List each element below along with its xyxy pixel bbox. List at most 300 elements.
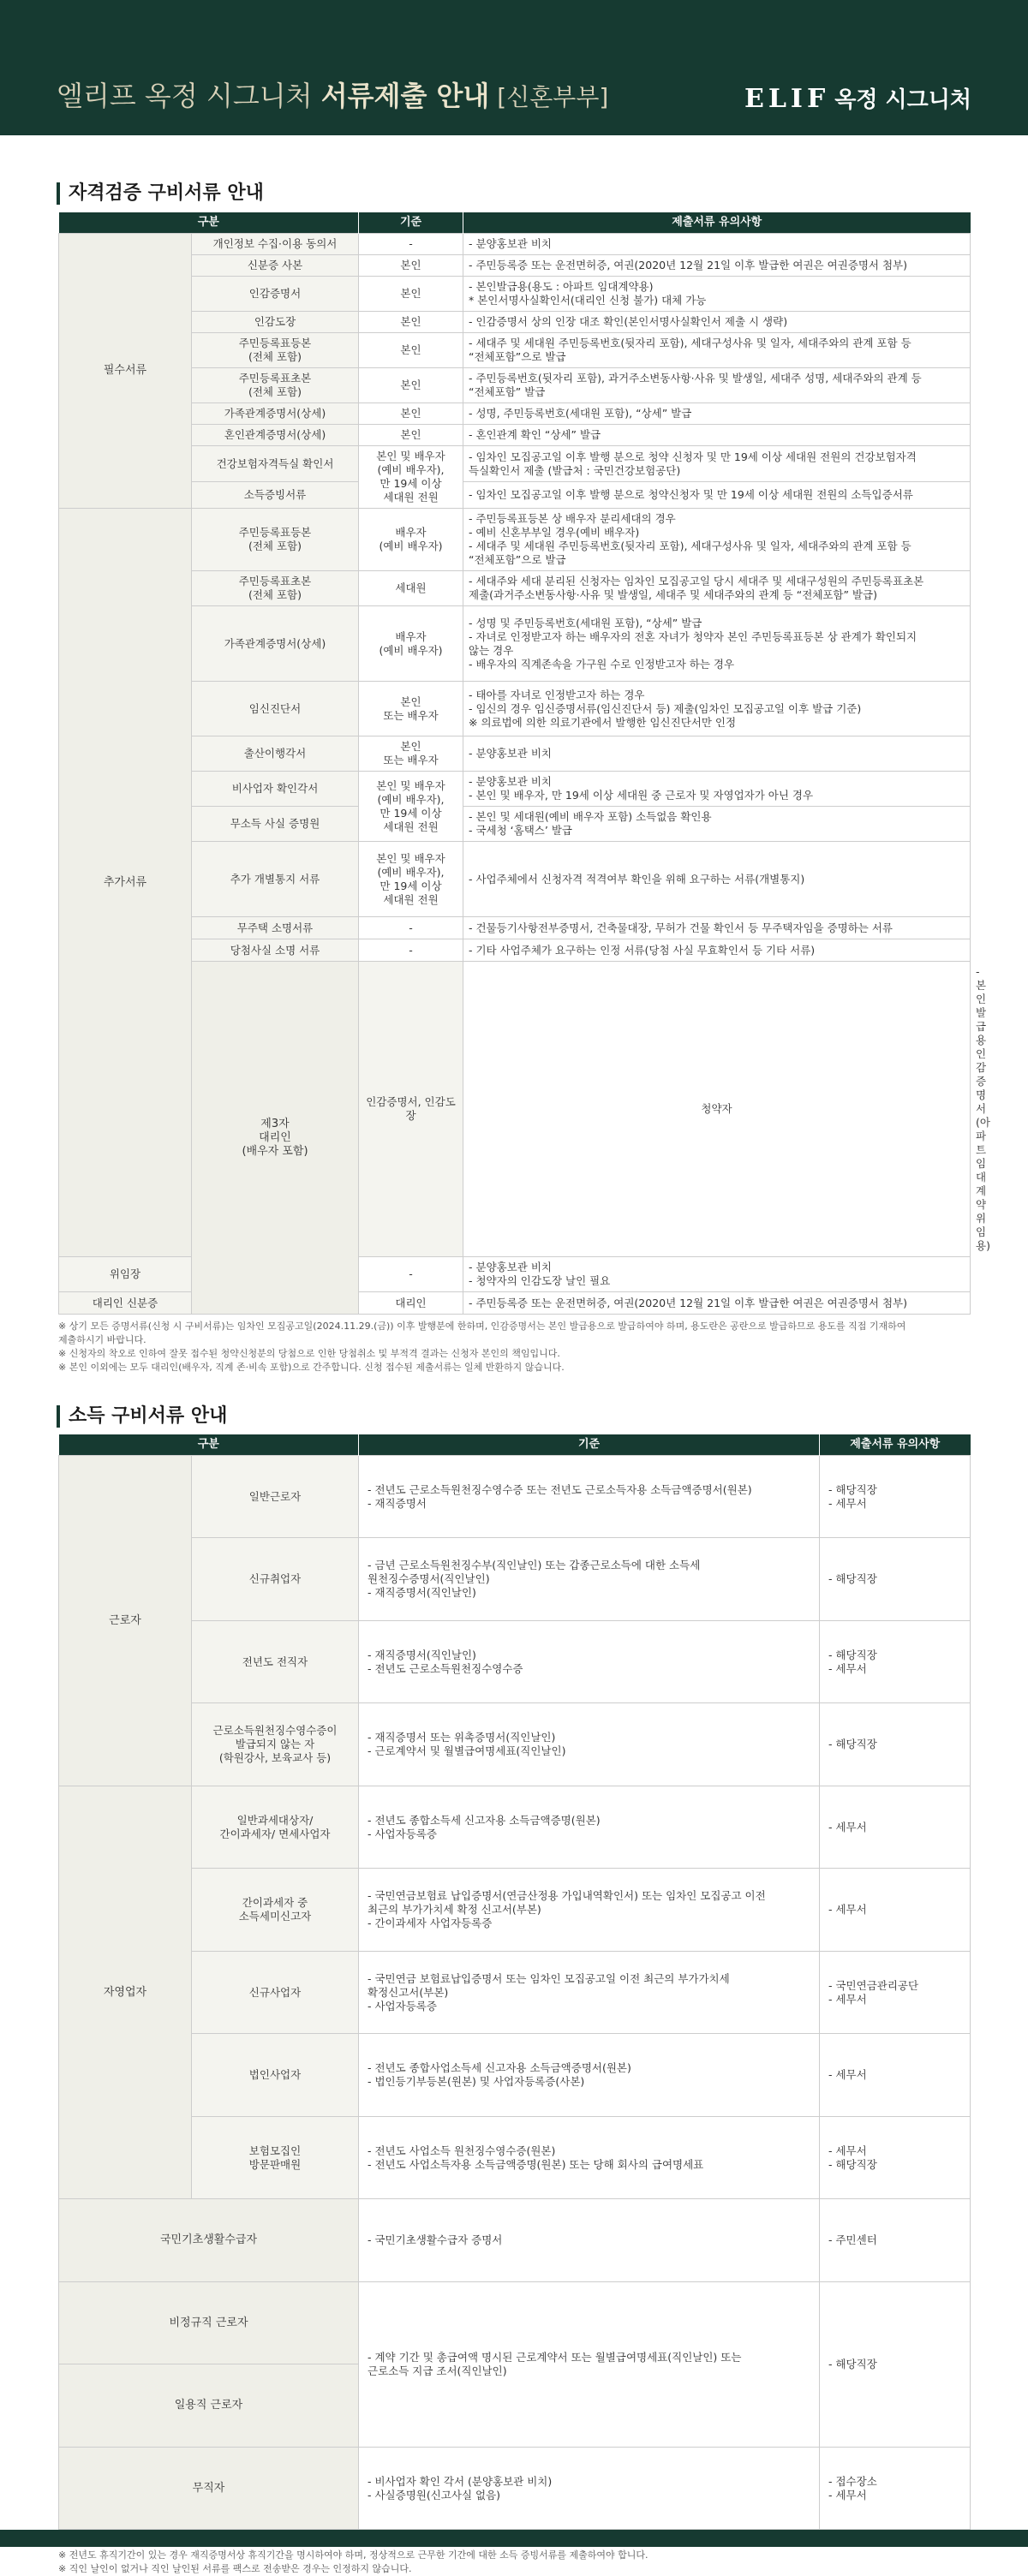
item-line: 인감도장 xyxy=(254,315,296,328)
basis-cell xyxy=(359,277,463,312)
basis-cell xyxy=(359,312,463,333)
basis-line: - 전년도 근로소득원천징수영수증 또는 전년도 근로소득자용 소득금액증명서(원본) xyxy=(368,1482,752,1496)
notes-line: - 임차인 모집공고일 이후 발행 분으로 청약신청자 및 만 19세 이상 세대원 전원의 소득입증서류 xyxy=(469,488,913,502)
basis-line: (예비 배우자), xyxy=(377,865,445,879)
item-cell xyxy=(192,1538,359,1621)
notes-line: “전체포함”으로 발급 xyxy=(469,553,566,566)
notes-line: - 주민등록표등본 상 배우자 분리세대의 경우 xyxy=(469,512,676,525)
notes-cell xyxy=(463,772,971,807)
notes-cell xyxy=(820,2448,971,2530)
item-line: 간이과세자/ 면세사업자 xyxy=(219,1827,331,1840)
basis-line: - 비사업자 확인 각서 (분양홍보관 비치) xyxy=(368,2474,553,2488)
basis-line: - 사업자등록증 xyxy=(368,1827,437,1840)
basis-line: - 전년도 근로소득원천징수영수증 xyxy=(368,1661,523,1675)
basis-line: - 재직증명서(직인날인) xyxy=(368,1586,476,1599)
table-row xyxy=(59,939,971,962)
notes-line: - 성명, 주민등록번호(세대원 포함), “상세” 발급 xyxy=(469,407,692,420)
notes-cell xyxy=(820,1952,971,2034)
notes-line: - 해당직장 xyxy=(828,1572,877,1585)
basis-line: - 전년도 사업소득 원천징수영수증(원본) xyxy=(368,2144,556,2157)
table-row xyxy=(59,1869,971,1952)
basis-cell xyxy=(359,368,463,403)
notes-cell xyxy=(463,606,971,682)
notes-line: - 해당직장 xyxy=(828,1738,877,1750)
table-row xyxy=(59,1703,971,1786)
item-cell xyxy=(192,842,359,917)
notes-cell xyxy=(463,842,971,917)
notes-cell xyxy=(820,2199,971,2282)
notes-cell xyxy=(463,277,971,312)
table-row xyxy=(59,425,971,446)
item-line: 주민등록표등본 xyxy=(238,526,312,539)
item-cell xyxy=(192,2117,359,2199)
basis-line: 세대원 xyxy=(395,581,427,594)
item-line: 전년도 전직자 xyxy=(242,1655,308,1668)
notes-line: - 주민등록번호(뒷자리 포함), 과거주소변동사항·사유 및 발생일, 세대주 성명, 세대주와의 관계 등 xyxy=(469,372,922,385)
table-row xyxy=(59,2034,971,2117)
basis-line: - 국민연금 보험료납입증명서 또는 임차인 모집공고일 이전 최근의 부가가치세 xyxy=(368,1971,730,1985)
notes-cell xyxy=(463,403,971,425)
notes-line: - 본인 및 배우자, 만 19세 이상 세대원 중 근로자 및 자영업자가 아닌 경우 xyxy=(469,789,814,802)
category-line: 제3자 xyxy=(260,1117,290,1130)
item-line: 임신진단서 xyxy=(248,701,302,715)
section-title-qualification: 자격검증 구비서류 안내 xyxy=(57,182,264,205)
basis-line: - 국민기초생활수급자 증명서 xyxy=(368,2233,503,2246)
category-cell: 추가서류 xyxy=(59,509,192,1257)
notes-line: 않는 경우 xyxy=(469,643,514,657)
notes-line: - 예비 신혼부부일 경우(예비 배우자) xyxy=(469,526,640,539)
notes-line: 득실확인서 제출 (발급처 : 국민건강보험공단) xyxy=(469,463,681,477)
basis-line: - 근로계약서 및 월별급여명세표(직인날인) xyxy=(368,1744,566,1757)
item-cell xyxy=(59,2199,359,2282)
basis-line: - 사실증명원(신고사실 없음) xyxy=(368,2488,501,2501)
notes-cell xyxy=(463,446,971,482)
basis-cell xyxy=(359,333,463,368)
notes-cell xyxy=(463,917,971,939)
logo-elif: ELIF xyxy=(744,84,830,114)
basis-cell xyxy=(359,2117,820,2199)
notes-line: - 국민연금관리공단 xyxy=(828,1978,919,1992)
item-cell xyxy=(192,403,359,425)
notes-line: - 세무서 xyxy=(828,2488,867,2501)
table-row xyxy=(59,807,971,842)
item-cell xyxy=(192,333,359,368)
item-cell xyxy=(192,446,359,482)
basis-line: 근로소득 지급 조서(직인날인) xyxy=(368,2364,507,2377)
item-line: 개인정보 수집·이용 동의서 xyxy=(212,237,338,250)
basis-cell xyxy=(359,1786,820,1869)
item-line: 소득세미신고자 xyxy=(238,1910,312,1923)
item-line: 가족관계증명서(상세) xyxy=(224,407,326,420)
item-line: 신규사업자 xyxy=(248,1985,302,1999)
basis-line: - 간이과세자 사업자등록증 xyxy=(368,1917,493,1929)
category-line: (배우자 포함) xyxy=(242,1144,308,1158)
footnote: ※ 신청자의 착오로 인하여 잘못 접수된 청약신청분의 당첨으로 인한 당첨취소 및 부적격 결과는 신청자 본인의 책임입니다. xyxy=(58,1348,560,1359)
page-header xyxy=(0,0,1028,135)
notes-line: - 주민등록증 또는 운전면허증, 여권(2020년 12월 21일 이후 발급한 여권은 여권증명서 첨부) xyxy=(469,259,907,271)
notes-line: - 해당직장 xyxy=(828,2358,877,2370)
notes-cell xyxy=(463,482,971,509)
notes-cell xyxy=(463,509,971,571)
item-cell xyxy=(192,772,359,807)
category-cell: 근로자 xyxy=(59,1456,192,1786)
item-line: 인감증명서 xyxy=(248,287,302,300)
item-line: 일반과세대상자/ xyxy=(236,1813,314,1827)
basis-line: - 전년도 종합사업소득세 신고자용 소득금액증명서(원본) xyxy=(368,2061,631,2074)
basis-line: 만 19세 이상 xyxy=(380,879,442,892)
basis-line: - xyxy=(409,921,413,934)
notes-line: - 임신의 경우 임신증명서류(임신진단서 등) 제출(임차인 모집공고일 이후 발급 기준) xyxy=(469,701,862,715)
table-row xyxy=(59,2117,971,2199)
basis-cell xyxy=(359,234,463,255)
notes-cell xyxy=(820,1538,971,1621)
item-cell xyxy=(59,2282,359,2364)
basis-line: 본인 xyxy=(400,343,421,356)
basis-line: - 재직증명서 xyxy=(368,1496,427,1510)
table-row xyxy=(59,255,971,277)
notes-line: - 세무서 xyxy=(828,2144,867,2157)
basis-line: - 국민연금보험료 납입증명서(연금산정용 가입내역확인서) 또는 임차인 모집공고 이전 xyxy=(368,1889,766,1902)
basis-line: - 사업자등록증 xyxy=(368,1999,437,2012)
item-line: 비사업자 확인각서 xyxy=(231,782,319,795)
notes-line: - 건물등기사항전부증명서, 건축물대장, 무허가 건물 확인서 등 무주택자임을 증명하는 서류 xyxy=(469,921,893,934)
title-main: 엘리프 옥정 시그니처 xyxy=(57,80,321,112)
table-row xyxy=(59,1786,971,1869)
notes-cell xyxy=(820,1621,971,1703)
item-cell xyxy=(192,1456,359,1538)
table-row xyxy=(59,403,971,425)
basis-cell xyxy=(359,446,463,509)
basis-cell xyxy=(359,1703,820,1786)
item-line: (전체 포함) xyxy=(248,385,302,398)
basis-line: - 계약 기간 및 총급여액 명시된 근로계약서 또는 월별급여명세표(직인날인) 또는 xyxy=(368,2351,742,2364)
item-line: 근로소득원천징수영수증이 xyxy=(212,1724,338,1737)
item-cell xyxy=(192,255,359,277)
basis-cell xyxy=(359,917,463,939)
basis-line: (예비 배우자), xyxy=(377,792,445,806)
item-line: 방문판매원 xyxy=(248,2157,302,2171)
table-row xyxy=(59,571,971,606)
footnote: ※ 본인 이외에는 모두 대리인(배우자, 직계 존·비속 포함)으로 간주합니다. 신청 접수된 제출서류는 일체 반환하지 않습니다. xyxy=(58,1362,565,1373)
item-line: 가족관계증명서(상세) xyxy=(224,636,326,650)
basis-line: 본인 xyxy=(400,259,421,271)
notes-line: - 기타 사업주체가 요구하는 인정 서류(당첨 사실 무효확인서 등 기타 서류) xyxy=(469,943,816,957)
notes-line: - 세대주 및 세대원 주민등록번호(뒷자리 포함), 세대구성사유 및 일자, 세대주와의 관계 포함 등 xyxy=(469,540,911,552)
item-line: 일용직 근로자 xyxy=(174,2399,243,2412)
table-row xyxy=(59,446,971,482)
item-line: 보험모집인 xyxy=(248,2144,302,2157)
basis-line: 본인 xyxy=(400,379,421,391)
qualification-documents-table xyxy=(58,212,990,1315)
footnote: ※ 전년도 휴직기간이 있는 경우 재직증명서상 휴직기간을 명시하여야 하며, 정상적으로 근무한 기간에 대한 소득 증빙서류를 제출하여야 합니다. xyxy=(58,2549,648,2561)
category-line: 대리인 xyxy=(259,1130,291,1144)
basis-line: - 금년 근로소득원천징수부(직인날인) 또는 갑종근로소득에 대한 소득세 xyxy=(368,1559,701,1571)
notes-line: - 세무서 xyxy=(828,1661,867,1675)
item-line: 일반근로자 xyxy=(248,1489,302,1503)
title-bold: 서류제출 안내 xyxy=(320,80,490,112)
basis-line: 배우자 xyxy=(395,526,427,539)
basis-line: 세대원 전원 xyxy=(383,491,439,504)
notes-line: - 세무서 xyxy=(828,1992,867,2006)
item-cell xyxy=(59,1257,192,1292)
item-cell xyxy=(192,917,359,939)
item-line: (전체 포함) xyxy=(248,588,302,601)
table-row xyxy=(59,917,971,939)
item-cell xyxy=(59,1292,192,1315)
item-line: 건강보험자격득실 확인서 xyxy=(216,456,334,470)
notes-cell xyxy=(820,1869,971,1952)
basis-line: 본인 xyxy=(400,428,421,441)
basis-cell xyxy=(359,842,463,917)
notes-line: “전체포함” 발급 xyxy=(469,385,546,398)
notes-cell xyxy=(463,807,971,842)
notes-line: - 분양홍보관 비치 xyxy=(469,775,552,788)
notes-line: - 접수장소 xyxy=(828,2474,877,2488)
notes-line: - 국세청 ‘홈택스’ 발급 xyxy=(469,824,572,837)
notes-cell xyxy=(463,1292,971,1315)
header-notes: 제출서류 유의사항 xyxy=(463,212,971,234)
basis-cell xyxy=(359,425,463,446)
table-header-row xyxy=(59,212,971,234)
table-row xyxy=(59,312,971,333)
item-line: 위임장 xyxy=(109,1267,141,1280)
basis-line: - 재직증명서 또는 위촉증명서(직인날인) xyxy=(368,1731,556,1744)
header-basis: 기준 xyxy=(359,1434,820,1456)
table-row xyxy=(59,842,971,917)
item-line: 법인사업자 xyxy=(248,2068,302,2081)
notes-line: - 분양홍보관 비치 xyxy=(469,237,552,250)
notes-line: - 세대주와 세대 분리된 신청자는 임차인 모집공고일 당시 세대주 및 세대구성원의 주민등록표초본 xyxy=(469,575,924,587)
basis-cell xyxy=(359,2282,820,2448)
basis-cell xyxy=(359,571,463,606)
basis-line: 만 19세 이상 xyxy=(380,806,442,820)
basis-cell xyxy=(463,962,971,1257)
table-row xyxy=(59,606,971,682)
notes-cell xyxy=(463,571,971,606)
qualification-notes xyxy=(58,1320,970,1374)
notes-line: - 주민센터 xyxy=(828,2233,877,2246)
basis-cell xyxy=(359,2448,820,2530)
notes-cell xyxy=(820,1456,971,1538)
item-cell xyxy=(192,425,359,446)
basis-line: (예비 배우자) xyxy=(379,643,443,657)
notes-cell xyxy=(463,333,971,368)
category-cell xyxy=(192,962,359,1315)
basis-line: - xyxy=(409,1267,413,1280)
table-row xyxy=(59,2282,971,2364)
logo-name: 옥정 시그니처 xyxy=(834,87,971,113)
notes-line: - 세무서 xyxy=(828,1496,867,1510)
notes-cell xyxy=(820,1786,971,1869)
basis-line: (예비 배우자) xyxy=(379,540,443,552)
basis-cell xyxy=(359,1869,820,1952)
notes-cell xyxy=(820,2117,971,2199)
basis-cell xyxy=(359,403,463,425)
item-line: 출산이행각서 xyxy=(243,747,307,760)
basis-line: 원천징수증명서(직인날인) xyxy=(368,1572,490,1585)
table-header-row xyxy=(59,1434,971,1456)
table-row xyxy=(59,333,971,368)
basis-cell xyxy=(359,1292,463,1315)
basis-line: 본인 및 배우자 xyxy=(376,778,445,792)
table-row xyxy=(59,1538,971,1621)
notes-cell xyxy=(820,2282,971,2448)
header-basis: 기준 xyxy=(359,212,463,234)
item-line: (전체 포함) xyxy=(248,540,302,552)
item-line: 국민기초생활수급자 xyxy=(159,2233,258,2246)
table-row: 제3자 대리인 (배우자 포함) 인감증명서, 인감도장 청약자 - 본인발급용 인감증명서(아파트 임대 계약 위임용) xyxy=(59,962,971,1257)
notes-cell xyxy=(463,312,971,333)
basis-line: - xyxy=(409,237,413,250)
basis-line: 세대원 전원 xyxy=(383,892,439,906)
item-line: 무주택 소명서류 xyxy=(236,921,314,934)
item-cell xyxy=(192,1869,359,1952)
basis-cell xyxy=(359,1538,820,1621)
notes-line: - 성명 및 주민등록번호(세대원 포함), “상세” 발급 xyxy=(469,616,702,629)
notes-line: - 분양홍보관 비치 xyxy=(469,747,552,760)
notes-line: - 본인 및 세대원(예비 배우자 포함) 소득없음 확인용 xyxy=(469,810,712,823)
table-row xyxy=(59,482,971,509)
notes-cell xyxy=(463,255,971,277)
table-row xyxy=(59,368,971,403)
income-documents-table xyxy=(58,1434,971,2530)
notes-line: - 본인발급용(용도 : 아파트 임대계약용) xyxy=(469,280,654,293)
item-line: 신규취업자 xyxy=(248,1572,302,1585)
item-line: 혼인관계증명서(상세) xyxy=(224,428,326,441)
basis-cell xyxy=(359,2199,820,2282)
notes-line: - 태아를 자녀로 인정받고자 하는 경우 xyxy=(469,688,645,701)
header-category: 구분 xyxy=(59,1434,359,1456)
item-line: 무소득 사실 증명원 xyxy=(230,817,320,830)
notes-cell xyxy=(463,736,971,772)
item-line: 당첨사실 소명 서류 xyxy=(230,943,320,957)
item-cell xyxy=(359,962,463,1257)
item-cell xyxy=(192,482,359,509)
item-cell xyxy=(192,1621,359,1703)
table-row xyxy=(59,682,971,736)
item-cell xyxy=(192,606,359,682)
item-cell xyxy=(192,312,359,333)
item-cell xyxy=(192,1786,359,1869)
basis-line: 본인 및 배우자 xyxy=(376,851,445,865)
basis-cell xyxy=(359,1621,820,1703)
basis-cell xyxy=(359,255,463,277)
item-cell xyxy=(192,509,359,571)
basis-cell xyxy=(359,736,463,772)
basis-cell xyxy=(359,772,463,842)
basis-cell xyxy=(359,939,463,962)
item-line: 소득증빙서류 xyxy=(243,488,307,502)
item-line: (전체 포함) xyxy=(248,350,302,363)
page-title xyxy=(57,79,608,115)
basis-line: 본인 xyxy=(400,695,421,708)
item-cell xyxy=(192,736,359,772)
basis-cell xyxy=(359,1257,463,1292)
header-notes: 제출서류 유의사항 xyxy=(820,1434,971,1456)
notes-line: 제출(과거주소변동사항·사유 및 발생일, 세대주 및 세대주와의 관계 등 “전체포함” 발급) xyxy=(469,588,877,601)
item-cell xyxy=(192,234,359,255)
basis-cell xyxy=(359,1456,820,1538)
basis-line: 최근의 부가가치세 확정 신고서(부본) xyxy=(368,1903,541,1916)
basis-line: (예비 배우자), xyxy=(377,463,445,476)
item-cell xyxy=(192,2034,359,2117)
basis-line: 확정신고서(부본) xyxy=(368,1985,449,1999)
item-cell xyxy=(59,2364,359,2448)
basis-line: 본인 xyxy=(400,407,421,420)
basis-line: 청약자 xyxy=(701,1102,732,1115)
notes-line: - 해당직장 xyxy=(828,1648,877,1661)
basis-line: 또는 배우자 xyxy=(383,754,439,766)
basis-line: 본인 xyxy=(400,287,421,300)
basis-line: 본인 및 배우자 xyxy=(376,450,445,462)
notes-line: - 배우자의 직계존속을 가구원 수로 인정받고자 하는 경우 xyxy=(469,657,735,671)
item-line: 주민등록표등본 xyxy=(238,337,312,349)
section-title-income: 소득 구비서류 안내 xyxy=(57,1405,227,1428)
notes-line: - 세무서 xyxy=(828,2068,867,2081)
notes-line: - 세무서 xyxy=(828,1903,867,1916)
page-footer-bar xyxy=(0,2530,1028,2547)
footnote: ※ 직인 날인이 없거나 직인 날인된 서류를 팩스로 전송받은 경우는 인정하지 않습니다. xyxy=(58,2563,412,2574)
item-line: (학원강사, 보육교사 등) xyxy=(218,1751,332,1764)
item-cell xyxy=(192,368,359,403)
notes-line: - 자녀로 인정받고자 하는 배우자의 전혼 자녀가 청약자 본인 주민등록표등본 상 관계가 확인되지 xyxy=(469,629,917,643)
notes-line: - 세무서 xyxy=(828,1820,867,1834)
footnote: 제출하시기 바랍니다. xyxy=(58,1334,146,1345)
header-category: 구분 xyxy=(59,212,359,234)
notes-line: “전체포함”으로 발급 xyxy=(469,350,566,363)
basis-cell xyxy=(359,606,463,682)
notes-cell xyxy=(463,682,971,736)
item-line: 간이과세자 중 xyxy=(242,1896,308,1909)
notes-cell xyxy=(463,425,971,446)
table-row xyxy=(59,772,971,807)
basis-line: 본인 xyxy=(400,740,421,753)
item-line: 신분증 사본 xyxy=(247,259,303,271)
title-sub: [신혼부부] xyxy=(489,83,609,111)
notes-line: - 세대주 및 세대원 주민등록번호(뒷자리 포함), 세대구성사유 및 일자, 세대주와의 관계 포함 등 xyxy=(469,337,911,349)
basis-line: - 법인등기부등본(원본) 및 사업자등록증(사본) xyxy=(368,2075,585,2088)
table-row xyxy=(59,2199,971,2282)
table-row xyxy=(59,736,971,772)
notes-line: - 임차인 모집공고일 이후 발행 분으로 청약 신청자 및 만 19세 이상 세대원 전원의 건강보험자격 xyxy=(469,450,917,463)
table-row xyxy=(59,2448,971,2530)
item-line: 무직자 xyxy=(192,2481,225,2495)
notes-line: - 혼인관계 확인 “상세” 발급 xyxy=(469,428,601,441)
basis-line: 또는 배우자 xyxy=(383,708,439,722)
basis-cell xyxy=(359,2034,820,2117)
notes-cell xyxy=(463,234,971,255)
item-line: 인감증명서, 인감도장 xyxy=(366,1095,456,1122)
table-row xyxy=(59,1456,971,1538)
basis-cell xyxy=(359,509,463,571)
item-cell xyxy=(192,1703,359,1786)
notes-cell xyxy=(820,1703,971,1786)
notes-line: - 해당직장 xyxy=(828,2157,877,2171)
item-cell xyxy=(192,939,359,962)
item-line: 추가 개별통지 서류 xyxy=(230,872,320,886)
basis-line: 세대원 전원 xyxy=(383,820,439,833)
item-cell xyxy=(192,571,359,606)
table-row xyxy=(59,277,971,312)
table-row xyxy=(59,234,971,255)
item-cell xyxy=(59,2448,359,2530)
table-row xyxy=(59,1621,971,1703)
item-cell xyxy=(192,807,359,842)
basis-line: - 재직증명서(직인날인) xyxy=(368,1648,476,1661)
notes-line: - 사업주체에서 신청자격 적격여부 확인을 위해 요구하는 서류(개별통지) xyxy=(469,872,805,886)
item-line: 주민등록표초본 xyxy=(238,575,312,587)
item-cell xyxy=(192,1952,359,2034)
